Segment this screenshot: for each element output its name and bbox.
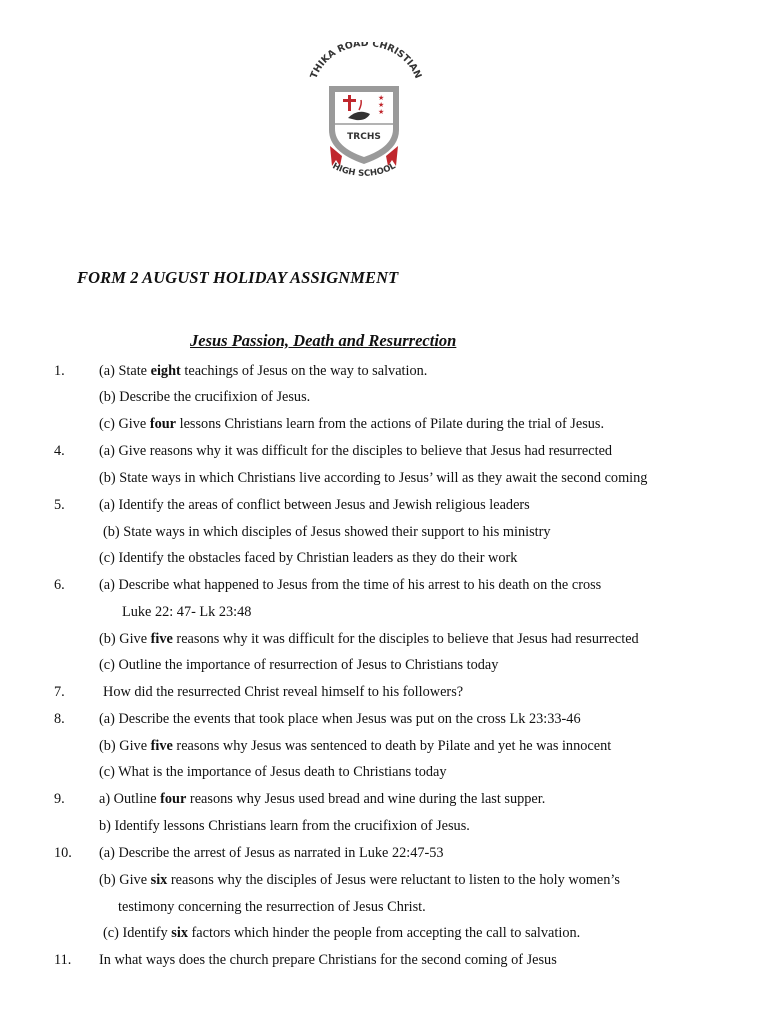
- question-line: (a) State eight teachings of Jesus on the way to salvation.: [99, 363, 428, 379]
- question-line: (c) Give four lessons Christians learn from the actions of Pilate during the trial of Jesus.: [99, 416, 605, 432]
- question-line: (b) Describe the crucifixion of Jesus.: [99, 389, 311, 405]
- school-logo: [296, 42, 432, 194]
- question-line: (a) Describe the arrest of Jesus as narrated in Luke 22:47-53: [99, 845, 444, 861]
- svg-text:★: ★: [378, 94, 385, 102]
- question-number: 5.: [54, 497, 65, 513]
- svg-text:★: ★: [378, 101, 385, 109]
- question-number: 9.: [54, 791, 65, 807]
- section-title: Jesus Passion, Death and Resurrection: [190, 331, 457, 350]
- question-line: (c) What is the importance of Jesus death to Christians today: [99, 764, 447, 780]
- question-line: (c) Identify the obstacles faced by Christian leaders as they do their work: [99, 550, 518, 566]
- question-number: 6.: [54, 577, 65, 593]
- logo-top-text: THIKA ROAD CHRISTIAN: [308, 42, 424, 81]
- question-line: (b) Give five reasons why Jesus was sentenced to death by Pilate and yet he was innocent: [99, 738, 612, 754]
- question-number: 11.: [54, 952, 72, 968]
- question-line: b) Identify lessons Christians learn from the crucifixion of Jesus.: [99, 818, 470, 834]
- question-number: 1.: [54, 363, 65, 379]
- question-line: (a) Identify the areas of conflict between Jesus and Jewish religious leaders: [99, 497, 530, 513]
- question-number: 8.: [54, 711, 65, 727]
- question-line: (a) Give reasons why it was difficult for the disciples to believe that Jesus had resurrected: [99, 443, 613, 459]
- question-line: How did the resurrected Christ reveal himself to his followers?: [103, 684, 464, 700]
- question-number: 10.: [54, 845, 72, 861]
- question-line: (c) Outline the importance of resurrection of Jesus to Christians today: [99, 657, 499, 673]
- question-line: (a) Describe the events that took place when Jesus was put on the cross Lk 23:33-46: [99, 711, 581, 727]
- logo-bottom-text: HIGH SCHOOL: [330, 161, 398, 179]
- page-title: FORM 2 AUGUST HOLIDAY ASSIGNMENT: [77, 268, 399, 287]
- question-line: (c) Identify six factors which hinder the people from accepting the call to salvation.: [103, 925, 581, 941]
- svg-text:★: ★: [378, 108, 385, 116]
- question-line: (b) Give five reasons why it was difficult for the disciples to believe that Jesus had resurrected: [99, 631, 639, 647]
- question-line: testimony concerning the resurrection of Jesus Christ.: [118, 899, 426, 915]
- svg-text:THIKA ROAD CHRISTIAN: [309, 42, 424, 80]
- question-line: a) Outline four reasons why Jesus used bread and wine during the last supper.: [99, 791, 546, 807]
- question-number: 4.: [54, 443, 65, 459]
- question-line: (b) State ways in which disciples of Jesus showed their support to his ministry: [103, 524, 551, 540]
- question-line: (b) Give six reasons why the disciples of Jesus were reluctant to listen to the holy women’s: [99, 872, 620, 888]
- logo-shield-text: TRCHS: [347, 132, 381, 142]
- question-line: (b) State ways in which Christians live according to Jesus’ will as they await the second coming: [99, 470, 648, 486]
- question-line: In what ways does the church prepare Christians for the second coming of Jesus: [99, 952, 557, 968]
- question-line: Luke 22: 47- Lk 23:48: [122, 604, 252, 620]
- question-number: 7.: [54, 684, 65, 700]
- question-line: (a) Describe what happened to Jesus from the time of his arrest to his death on the cross: [99, 577, 602, 593]
